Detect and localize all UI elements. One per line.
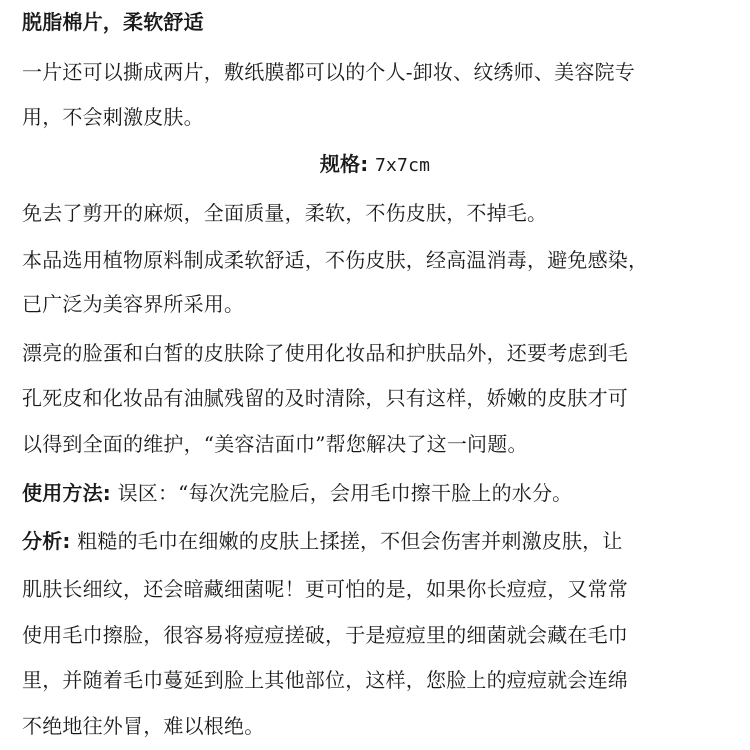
intro-line-1: 一片还可以撕成两片，敷纸膜都可以的个人-卸妆、纹绣师、美容院专 (22, 60, 635, 84)
analysis-line-3: 使用毛巾擦脸，很容易将痘痘搓破，于是痘痘里的细菌就会藏在毛巾 (22, 623, 628, 647)
features-line-1: 免去了剪开的麻烦，全面质量，柔软，不伤皮肤，不掉毛。 (22, 201, 548, 225)
care-line-2: 孔死皮和化妆品有油腻残留的及时清除，只有这样，娇嫩的皮肤才可 (22, 386, 628, 410)
features-line-2: 本品选用植物原料制成柔软舒适，不伤皮肤，经高温消毒，避免感染， (22, 248, 649, 272)
usage-row (22, 479, 738, 507)
care-line-3: 以得到全面的维护，“美容洁面巾”帮您解决了这一问题。 (22, 432, 528, 456)
analysis-line-2: 肌肤长细纹，还会暗藏细菌呢！更可怕的是，如果你长痘痘，又常常 (22, 577, 628, 601)
spec-label: 规格: (319, 152, 369, 176)
usage-text: 误区：“每次洗完脸后，会用毛巾擦干脸上的水分。 (117, 481, 573, 505)
features-line-3: 已广泛为美容界所采用。 (22, 292, 245, 316)
product-title: 脱脂棉片，柔软舒适 (22, 10, 204, 34)
analysis-line-4: 里，并随着毛巾蔓延到脸上其他部位，这样，您脸上的痘痘就会连绵 (22, 668, 628, 692)
intro-line-2: 用，不会刺激皮肤。 (22, 105, 204, 129)
analysis-label: 分析: (22, 529, 71, 553)
analysis-row (22, 527, 738, 555)
spec-row (0, 150, 750, 180)
care-line-1: 漂亮的脸蛋和白皙的皮肤除了使用化妆品和护肤品外，还要考虑到毛 (22, 341, 628, 365)
analysis-line-1: 粗糙的毛巾在细嫩的皮肤上揉搓，不但会伤害并刺激皮肤，让 (77, 529, 623, 553)
spec-value: 7x7cm (374, 155, 431, 176)
usage-label: 使用方法: (22, 481, 111, 505)
analysis-line-5: 不绝地往外冒，难以根绝。 (22, 714, 265, 738)
